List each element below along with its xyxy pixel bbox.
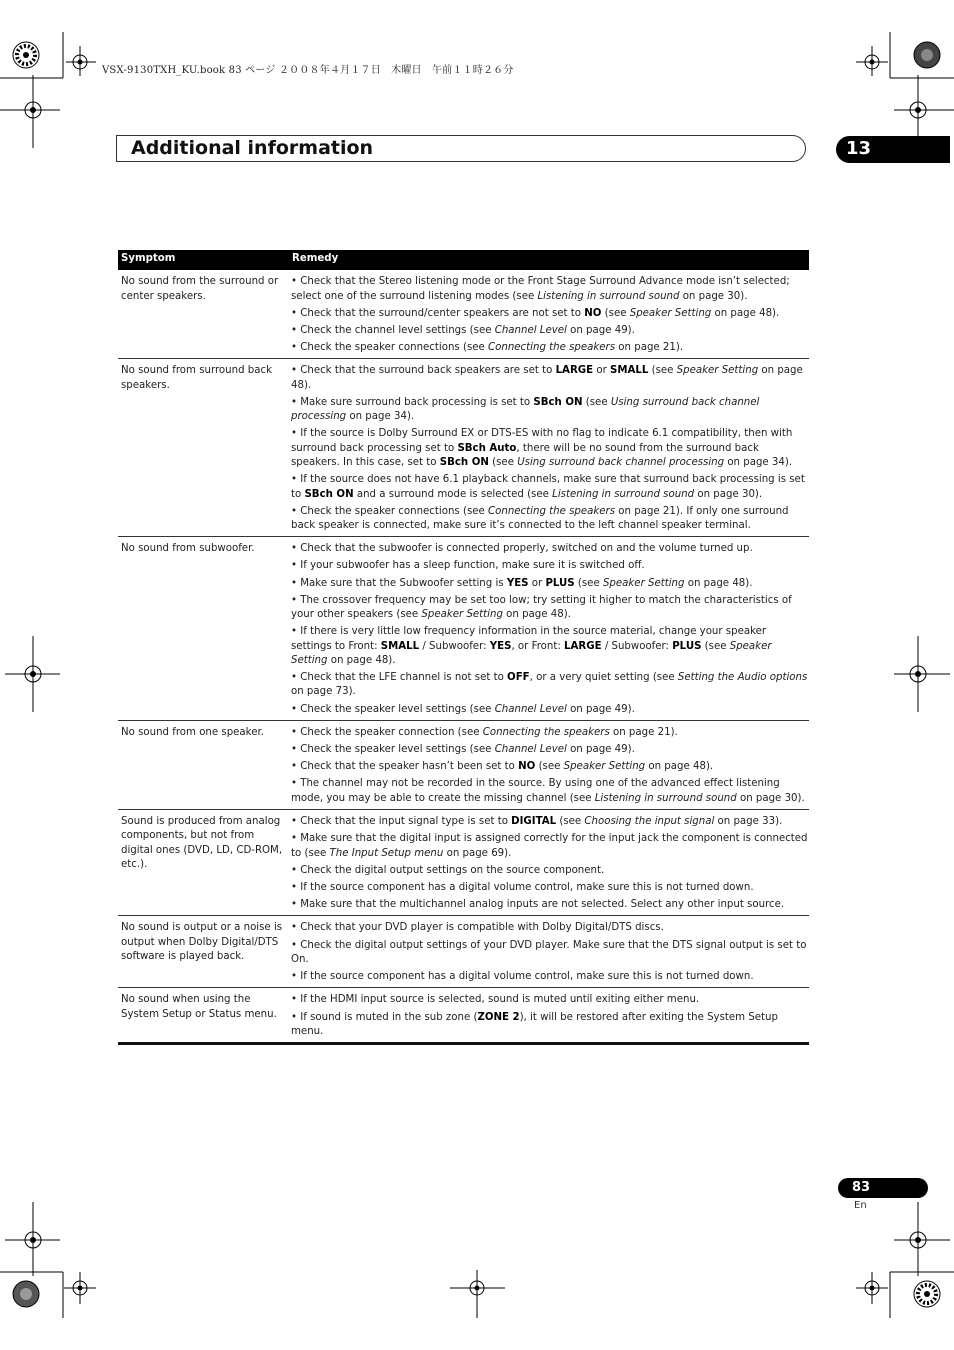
- remedy-text: PLUS: [545, 577, 575, 589]
- remedy-text: Connecting the speakers: [488, 342, 616, 354]
- remedy-text: Speaker Setting: [291, 640, 772, 666]
- page-number: 83: [852, 1180, 871, 1195]
- remedy-item: [291, 307, 809, 321]
- remedy-cell: [286, 810, 809, 916]
- remedy-text: • Check that the speaker hasn’t been set to: [291, 761, 519, 773]
- remedy-text: Channel Level: [494, 744, 567, 756]
- remedy-text: SMALL: [610, 365, 649, 377]
- remedy-item: [291, 815, 809, 829]
- remedy-text: • If your subwoofer has a sleep function, make sure it is switched off.: [291, 560, 645, 572]
- page-number-tab: [838, 1178, 928, 1198]
- remedy-text: (see: [556, 816, 585, 828]
- remedy-cell: [286, 537, 809, 721]
- remedy-text: NO: [584, 307, 602, 319]
- remedy-cell: [286, 988, 809, 1044]
- remedy-cell: [286, 720, 809, 809]
- remedy-text: • Check that the LFE channel is not set to: [291, 672, 508, 684]
- remedy-text: on page 21).: [609, 726, 678, 738]
- remedy-text: • Check the speaker connections (see: [291, 342, 489, 354]
- remedy-text: • Check that the Stereo listening mode or the Front Stage Surround Advance mode isn’t selected; select one of the surround listening modes (see: [291, 276, 790, 302]
- remedy-text: SBch ON: [533, 396, 583, 408]
- remedy-item: [291, 473, 809, 502]
- remedy-text: on page 73).: [291, 686, 356, 698]
- remedy-text: on page 49).: [566, 703, 635, 715]
- header-remedy: Remedy: [286, 250, 809, 270]
- symptom-cell: No sound from one speaker.: [118, 720, 286, 809]
- remedy-item: [291, 1011, 809, 1040]
- remedy-text: (see: [582, 396, 611, 408]
- troubleshooting-table: [118, 250, 809, 1045]
- remedy-text: (see: [601, 307, 630, 319]
- remedy-text: DIGITAL: [511, 816, 557, 828]
- remedy-text: YES: [489, 640, 512, 652]
- remedy-text: on page 21). If only one surround back speaker is connected, make sure it’s connected to the left channel speaker terminal.: [291, 505, 789, 531]
- page-title: Additional information: [131, 137, 374, 159]
- remedy-text: Choosing the input signal: [584, 816, 715, 828]
- section-header: [116, 135, 806, 162]
- remedy-item: [291, 898, 809, 912]
- remedy-text: • If the source does not have 6.1 playback channels, make sure that surround back processing is set to: [291, 474, 805, 500]
- remedy-text: The Input Setup menu: [329, 847, 444, 859]
- remedy-text: • Make sure surround back processing is set to: [291, 396, 534, 408]
- remedy-text: • Check the speaker connection (see: [291, 726, 483, 738]
- remedy-text: , there will be no sound from the surround back speakers. In this case, set to: [291, 442, 759, 469]
- remedy-text: • Check that the surround back speakers are set to: [291, 365, 556, 377]
- remedy-text: Speaker Setting: [602, 577, 685, 589]
- remedy-text: on page 48).: [645, 761, 714, 773]
- remedy-item: [291, 364, 809, 393]
- remedy-cell: [286, 359, 809, 537]
- remedy-text: • Check that the input signal type is set to: [291, 816, 512, 828]
- remedy-item: [291, 594, 809, 623]
- remedy-text: / Subwoofer:: [601, 640, 673, 652]
- remedy-text: PLUS: [672, 640, 702, 652]
- remedy-text: , or Front:: [511, 640, 565, 652]
- remedy-text: Speaker Setting: [629, 307, 712, 319]
- remedy-item: [291, 671, 809, 700]
- remedy-item: [291, 703, 809, 717]
- remedy-text: • If there is very little low frequency information in the source material, change your speaker settings to Front:: [291, 626, 767, 652]
- remedy-text: , or a very quiet setting (see: [529, 672, 678, 684]
- remedy-text: Speaker Setting: [676, 365, 759, 377]
- remedy-text: Using surround back channel processing: [291, 396, 760, 423]
- remedy-text: on page 21).: [615, 342, 684, 354]
- remedy-text: OFF: [507, 672, 530, 684]
- remedy-text: on page 48).: [502, 609, 571, 621]
- remedy-text: • Make sure that the multichannel analog inputs are not selected. Select any other input source.: [291, 899, 785, 911]
- remedy-text: on page 34).: [346, 411, 415, 423]
- remedy-text: (see: [701, 640, 730, 652]
- header-symptom: Symptom: [118, 250, 286, 270]
- table-row: [118, 988, 809, 1044]
- chapter-tab: [836, 136, 950, 163]
- remedy-text: SBch ON: [439, 457, 489, 469]
- remedy-text: • Check the speaker level settings (see: [291, 703, 495, 715]
- remedy-text: on page 48).: [684, 577, 753, 589]
- table-row: [118, 537, 809, 721]
- remedy-text: Setting the Audio options: [677, 672, 808, 684]
- remedy-text: Listening in surround sound: [552, 488, 695, 500]
- remedy-item: [291, 726, 809, 740]
- remedy-item: [291, 881, 809, 895]
- remedy-text: Channel Level: [494, 703, 567, 715]
- remedy-text: • The channel may not be recorded in the source. By using one of the advanced effect listening mode, you may be able to create the missing channel (see: [291, 778, 780, 804]
- remedy-text: • Check the speaker level settings (see: [291, 744, 495, 756]
- remedy-text: NO: [518, 761, 536, 773]
- remedy-text: • If sound is muted in the sub zone (: [291, 1011, 478, 1023]
- remedy-text: • If the HDMI input source is selected, sound is muted until exiting either menu.: [291, 994, 700, 1006]
- remedy-text: or: [528, 577, 546, 589]
- symptom-cell: No sound is output or a noise is output when Dolby Digital/DTS software is played back.: [118, 916, 286, 988]
- print-info-line: VSX-9130TXH_KU.book 83 ページ ２００８年４月１７日 木曜日 午前１１時２６分: [102, 65, 514, 76]
- remedy-item: [291, 275, 809, 304]
- remedy-item: [291, 970, 809, 984]
- remedy-text: • Make sure that the digital input is assigned correctly for the input jack the component is connected to (see: [291, 833, 808, 859]
- remedy-text: ), it will be restored after exiting the System Setup menu.: [291, 1011, 778, 1037]
- language-label: En: [854, 1200, 867, 1211]
- chapter-number: 13: [846, 138, 872, 159]
- remedy-text: Speaker Setting: [563, 761, 646, 773]
- remedy-item: [291, 777, 809, 806]
- remedy-text: on page 69).: [443, 847, 512, 859]
- remedy-item: [291, 559, 809, 573]
- symptom-cell: No sound from the surround or center speakers.: [118, 270, 286, 359]
- remedy-text: SBch Auto: [457, 442, 517, 454]
- remedy-text: on page 48).: [327, 654, 396, 666]
- symptom-cell: Sound is produced from analog components, but not from digital ones (DVD, LD, CD-ROM, etc.).: [118, 810, 286, 916]
- remedy-text: on page 49).: [566, 324, 635, 336]
- remedy-text: Listening in surround sound: [594, 792, 737, 804]
- remedy-text: on page 30).: [736, 792, 805, 804]
- remedy-text: Listening in surround sound: [537, 290, 680, 302]
- remedy-text: • Check that your DVD player is compatible with Dolby Digital/DTS discs.: [291, 922, 664, 934]
- remedy-text: YES: [506, 577, 529, 589]
- remedy-text: • Check that the subwoofer is connected properly, switched on and the volume turned up.: [291, 543, 753, 555]
- remedy-text: • If the source component has a digital volume control, make sure this is not turned down.: [291, 881, 754, 893]
- remedy-text: • Check the digital output settings of your DVD player. Make sure that the DTS signal output is set to On.: [291, 939, 807, 965]
- remedy-text: • If the source component has a digital volume control, make sure this is not turned down.: [291, 971, 754, 983]
- remedy-item: [291, 743, 809, 757]
- remedy-text: / Subwoofer:: [419, 640, 490, 652]
- table-row: [118, 810, 809, 916]
- remedy-text: Connecting the speakers: [482, 726, 610, 738]
- remedy-item: [291, 396, 809, 425]
- remedy-text: and a surround mode is selected (see: [353, 488, 553, 500]
- remedy-text: LARGE: [555, 365, 594, 377]
- remedy-item: [291, 505, 809, 534]
- remedy-text: LARGE: [564, 640, 602, 652]
- remedy-text: • Check the speaker connections (see: [291, 505, 489, 517]
- remedy-text: Channel Level: [494, 324, 567, 336]
- table-row: [118, 720, 809, 809]
- remedy-cell: [286, 916, 809, 988]
- remedy-item: [291, 625, 809, 668]
- remedy-item: [291, 921, 809, 935]
- remedy-text: • If the source is Dolby Surround EX or DTS-ES with no flag to indicate 6.1 compatibility, then with surround back processing set to: [291, 428, 793, 454]
- remedy-item: [291, 760, 809, 774]
- symptom-cell: No sound from subwoofer.: [118, 537, 286, 721]
- remedy-text: on page 48).: [711, 307, 780, 319]
- table-header-row: [118, 250, 809, 270]
- remedy-item: [291, 577, 809, 591]
- table-row: [118, 916, 809, 988]
- remedy-text: on page 48).: [291, 365, 803, 391]
- remedy-item: [291, 341, 809, 355]
- remedy-text: • Check the digital output settings on the source component.: [291, 864, 605, 876]
- remedy-item: [291, 993, 809, 1007]
- remedy-text: (see: [488, 457, 518, 469]
- remedy-text: Speaker Setting: [421, 609, 503, 621]
- remedy-text: on page 30).: [679, 290, 748, 302]
- remedy-text: • Make sure that the Subwoofer setting is: [291, 577, 507, 589]
- symptom-cell: No sound when using the System Setup or Status menu.: [118, 988, 286, 1044]
- table-row: [118, 270, 809, 359]
- remedy-text: SMALL: [380, 640, 420, 652]
- remedy-text: Using surround back channel processing: [517, 457, 725, 469]
- remedy-item: [291, 427, 809, 470]
- remedy-text: • Check the channel level settings (see: [291, 324, 495, 336]
- table-row: [118, 359, 809, 537]
- remedy-item: [291, 324, 809, 338]
- remedy-text: or: [593, 365, 611, 377]
- remedy-text: on page 30).: [694, 488, 763, 500]
- remedy-text: on page 49).: [566, 744, 635, 756]
- remedy-item: [291, 832, 809, 861]
- remedy-text: on page 34).: [724, 457, 793, 469]
- remedy-cell: [286, 270, 809, 359]
- remedy-item: [291, 542, 809, 556]
- remedy-item: [291, 864, 809, 878]
- symptom-cell: No sound from surround back speakers.: [118, 359, 286, 537]
- remedy-text: (see: [574, 577, 603, 589]
- remedy-text: • The crossover frequency may be set too low; try setting it higher to match the characteristics of your other speakers (see: [291, 594, 792, 621]
- remedy-text: Connecting the speakers: [488, 505, 616, 517]
- remedy-text: SBch ON: [304, 488, 354, 500]
- remedy-text: on page 33).: [714, 816, 783, 828]
- remedy-text: (see: [648, 365, 677, 377]
- remedy-text: • Check that the surround/center speakers are not set to: [291, 307, 585, 319]
- remedy-text: ZONE 2: [477, 1011, 520, 1023]
- remedy-text: (see: [535, 761, 564, 773]
- remedy-item: [291, 939, 809, 968]
